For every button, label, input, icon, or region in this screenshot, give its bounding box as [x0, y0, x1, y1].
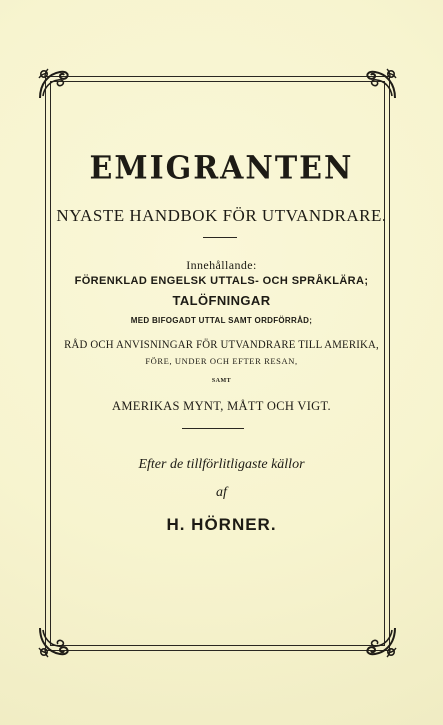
- book-title: EMIGRANTEN: [89, 150, 354, 187]
- contents-line-1: FÖRENKLAD ENGELSK UTTALS- OCH SPRÅKLÄRA;: [74, 275, 369, 287]
- source-line: Efter de tillförlitligaste källor: [138, 457, 305, 472]
- top-right-ornament-icon: [363, 66, 399, 102]
- bottom-right-ornament-icon: [363, 624, 399, 660]
- contents-line-3: MED BIFOGADT UTTAL SAMT ORDFÖRRÅD;: [130, 316, 313, 325]
- top-left-ornament-icon: [36, 66, 72, 102]
- contents-intro: Innehållande:: [186, 258, 257, 272]
- contents-line-7: AMERIKAS MYNT, MÅTT OCH VIGT.: [112, 399, 331, 413]
- divider-rule: [203, 237, 237, 238]
- contents-line-5: FÖRE, UNDER OCH EFTER RESAN,: [145, 356, 298, 366]
- by-line: af: [216, 485, 227, 500]
- author-name: H. HÖRNER.: [166, 515, 277, 534]
- book-subtitle: NYASTE HANDBOK FÖR UTVANDRARE.: [56, 206, 387, 225]
- contents-line-4: RÅD OCH ANVISNINGAR FÖR UTVANDRARE TILL AMERIKA,: [64, 339, 379, 351]
- contents-line-6: SAMT: [211, 378, 232, 384]
- divider-rule-2: [182, 428, 244, 429]
- bottom-left-ornament-icon: [36, 624, 72, 660]
- contents-line-2: TALÖFNINGAR: [172, 293, 271, 308]
